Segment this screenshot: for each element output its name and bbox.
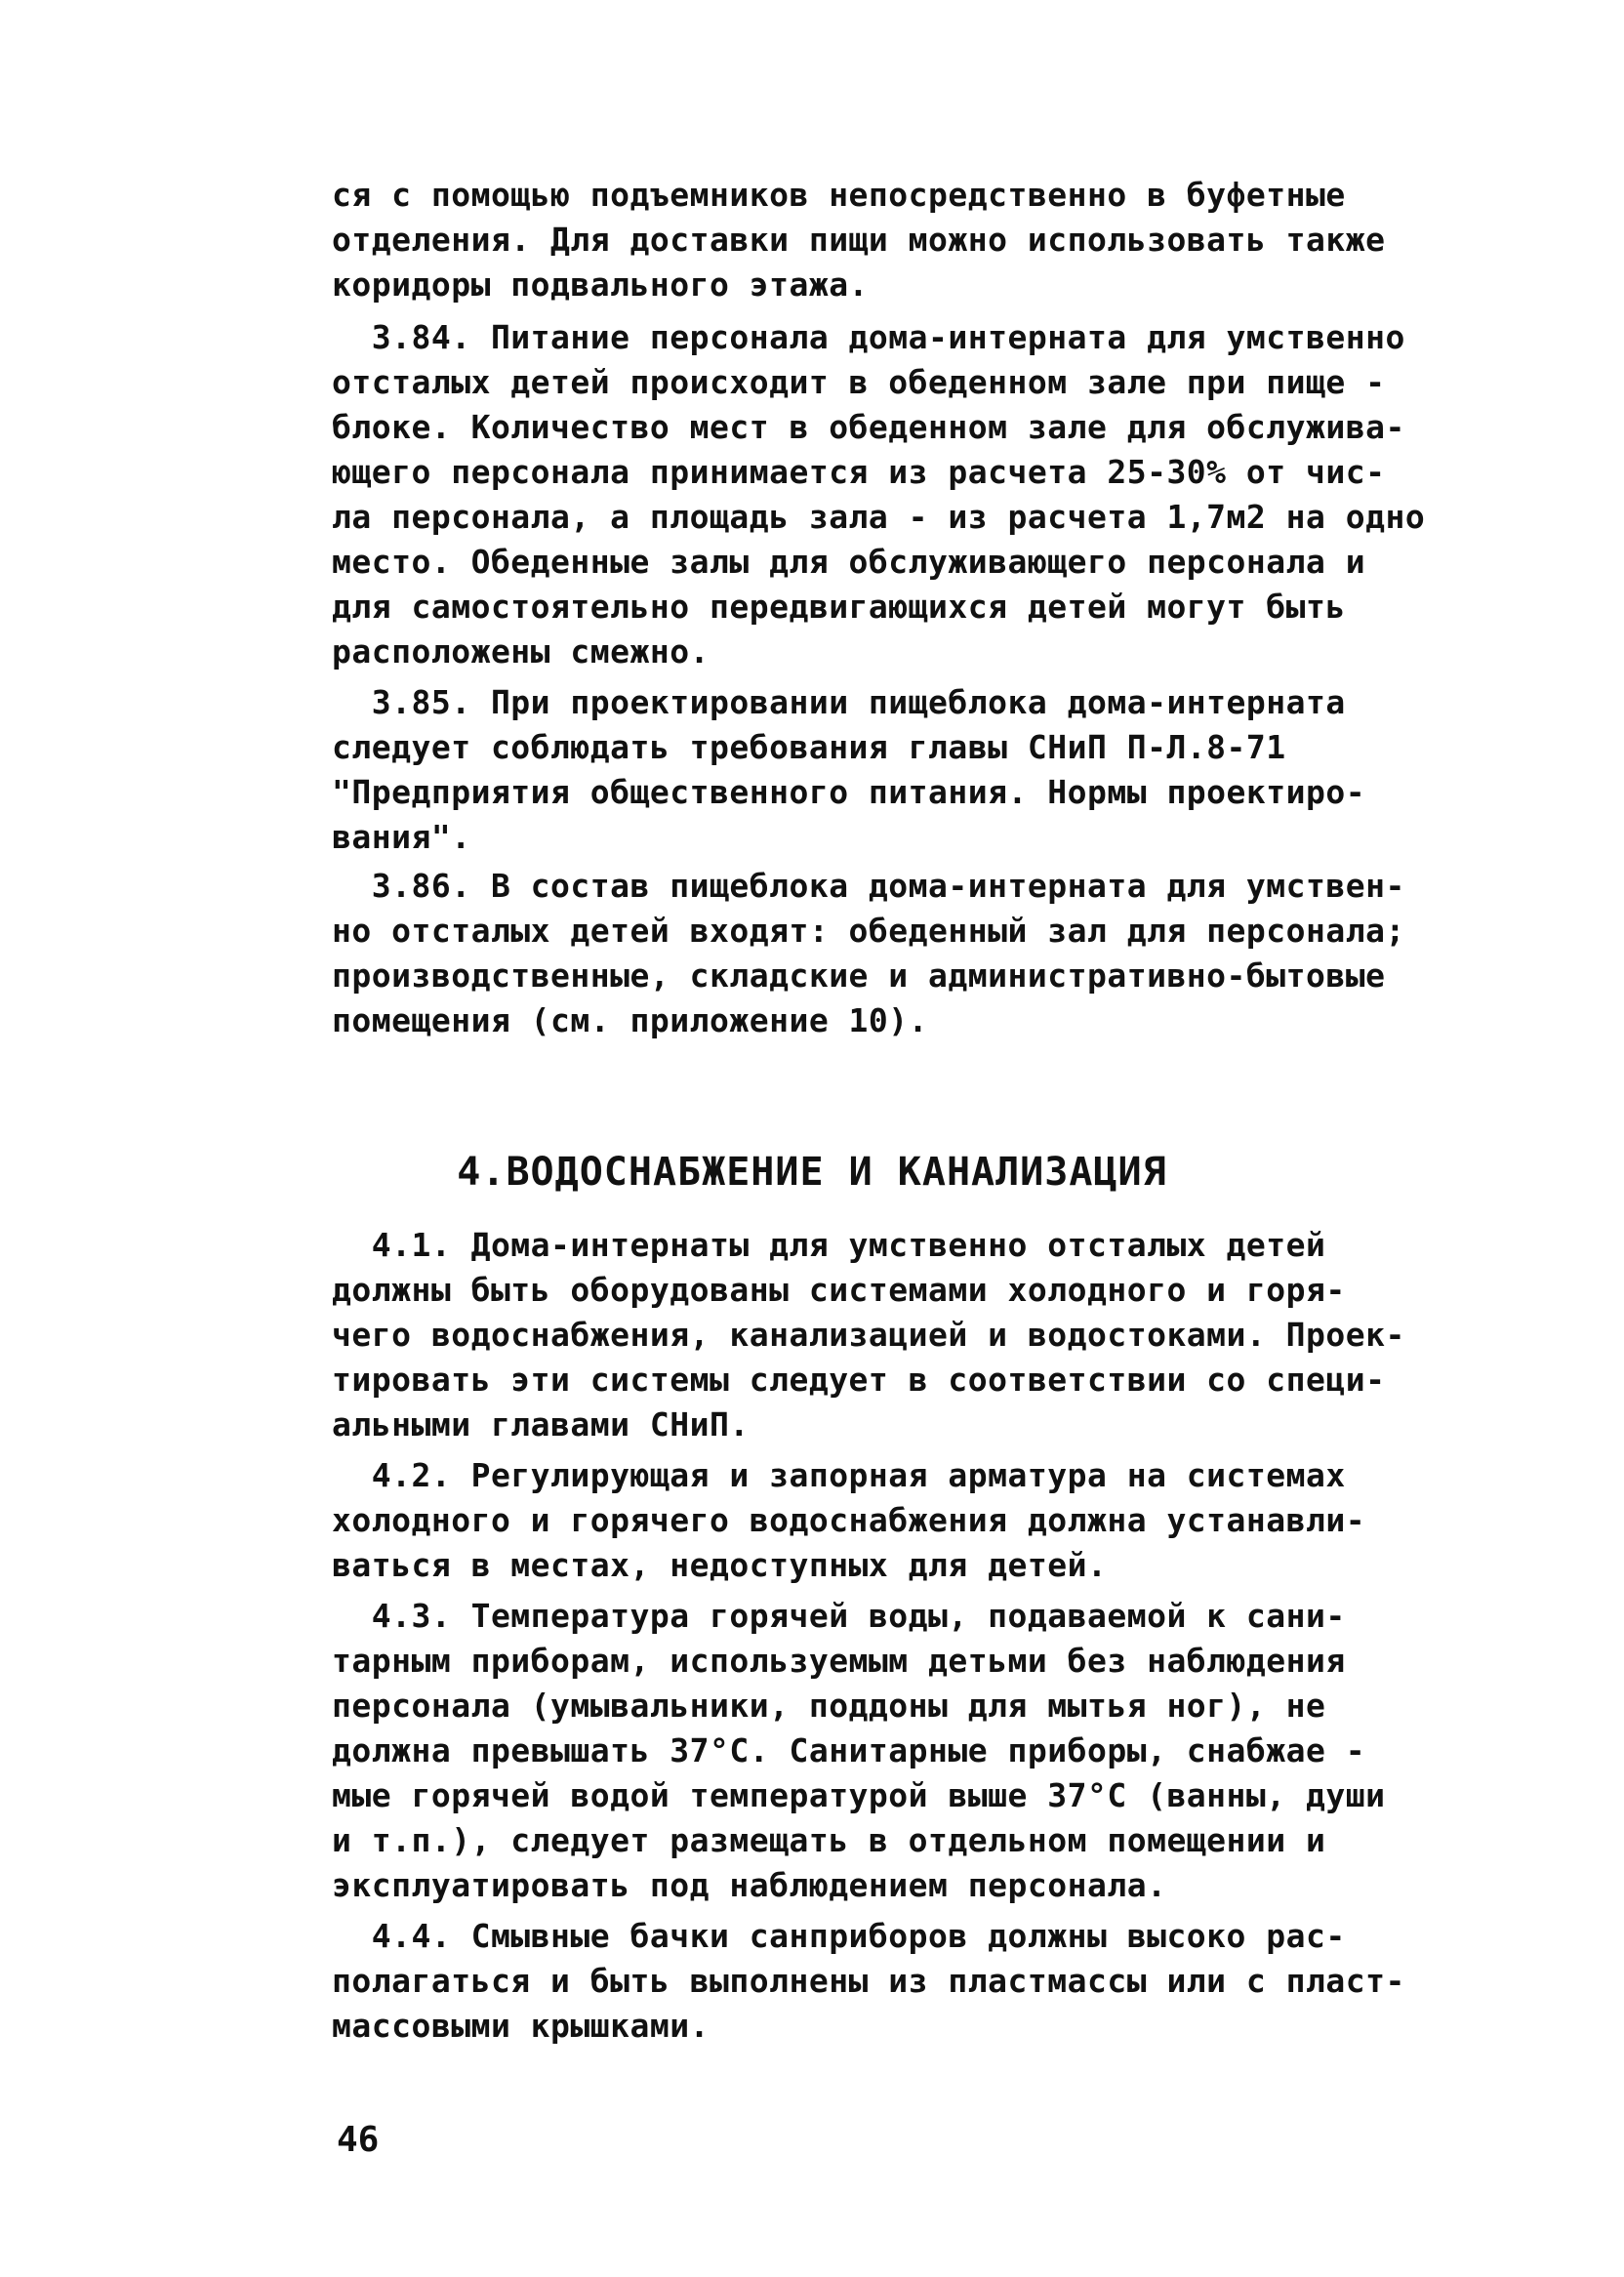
text-line: должна превышать 37°С. Санитарные приборы, снабжае - xyxy=(332,1731,1366,1769)
text-line: место. Обеденные залы для обслуживающего персонала и xyxy=(332,543,1366,581)
text-line: мые горячей водой температурой выше 37°С (ванны, души xyxy=(332,1776,1386,1814)
text-line: но отсталых детей входят: обеденный зал для персонала; xyxy=(332,912,1405,950)
text-line: и т.п.), следует размещать в отдельном помещении и xyxy=(332,1821,1326,1859)
text-line: 4.3. Температура горячей воды, подаваемой к сани- xyxy=(332,1597,1346,1635)
text-line: блоке. Количество мест в обеденном зале для обслужива- xyxy=(332,408,1405,446)
text-line: тарным приборам, используемым детьми без наблюдения xyxy=(332,1642,1346,1680)
text-line: 3.84. Питание персонала дома-интерната для умственно xyxy=(332,318,1405,356)
page-number: 46 xyxy=(337,2120,380,2160)
text-line: 4.1. Дома-интернаты для умственно отсталых детей xyxy=(332,1226,1326,1264)
text-line: массовыми крышками. xyxy=(332,2007,710,2045)
text-line: ваться в местах, недоступных для детей. xyxy=(332,1546,1108,1584)
text-line: расположены смежно. xyxy=(332,632,710,671)
text-line: полагаться и быть выполнены из пластмассы или с пласт- xyxy=(332,1962,1405,2000)
text-line: вания". xyxy=(332,818,471,856)
text-line: ся с помощью подъемников непосредственно в буфетные xyxy=(332,176,1346,214)
text-line: для самостоятельно передвигающихся детей могут быть xyxy=(332,588,1346,626)
text-line: альными главами СНиП. xyxy=(332,1405,750,1443)
text-line: должны быть оборудованы системами холодного и горя- xyxy=(332,1271,1346,1309)
text-line: эксплуатировать под наблюдением персонала. xyxy=(332,1866,1167,1904)
text-line: коридоры подвального этажа. xyxy=(332,265,869,304)
text-line: ла персонала, а площадь зала - из расчета 1,7м2 на одно xyxy=(332,498,1426,536)
text-line: следует соблюдать требования главы СНиП П-Л.8-71 xyxy=(332,728,1286,766)
text-line: 4.2. Регулирующая и запорная арматура на системах xyxy=(332,1456,1346,1494)
text-line: персонала (умывальники, поддоны для мытья ног), не xyxy=(332,1687,1326,1725)
text-line: ющего персонала принимается из расчета 25-30% от чис- xyxy=(332,453,1386,491)
section-heading: 4.ВОДОСНАБЖЕНИЕ И КАНАЛИЗАЦИЯ xyxy=(457,1150,1167,1195)
text-line: чего водоснабжения, канализацией и водостоками. Проек- xyxy=(332,1316,1405,1354)
text-line: производственные, складские и административно-бытовые xyxy=(332,956,1386,995)
text-line: тировать эти системы следует в соответствии со специ- xyxy=(332,1361,1386,1399)
text-line: помещения (см. приложение 10). xyxy=(332,1001,929,1039)
text-line: 3.85. При проектировании пищеблока дома-интерната xyxy=(332,683,1346,721)
text-line: "Предприятия общественного питания. Нормы проектиро- xyxy=(332,773,1366,811)
text-line: 4.4. Смывные бачки санприборов должны высоко рас- xyxy=(332,1917,1346,1955)
text-line: 3.86. В состав пищеблока дома-интерната для умствен- xyxy=(332,867,1405,905)
text-line: отделения. Для доставки пищи можно использовать также xyxy=(332,221,1386,259)
text-line: холодного и горячего водоснабжения должна устанавли- xyxy=(332,1501,1366,1539)
text-line: отсталых детей происходит в обеденном зале при пище - xyxy=(332,363,1386,401)
